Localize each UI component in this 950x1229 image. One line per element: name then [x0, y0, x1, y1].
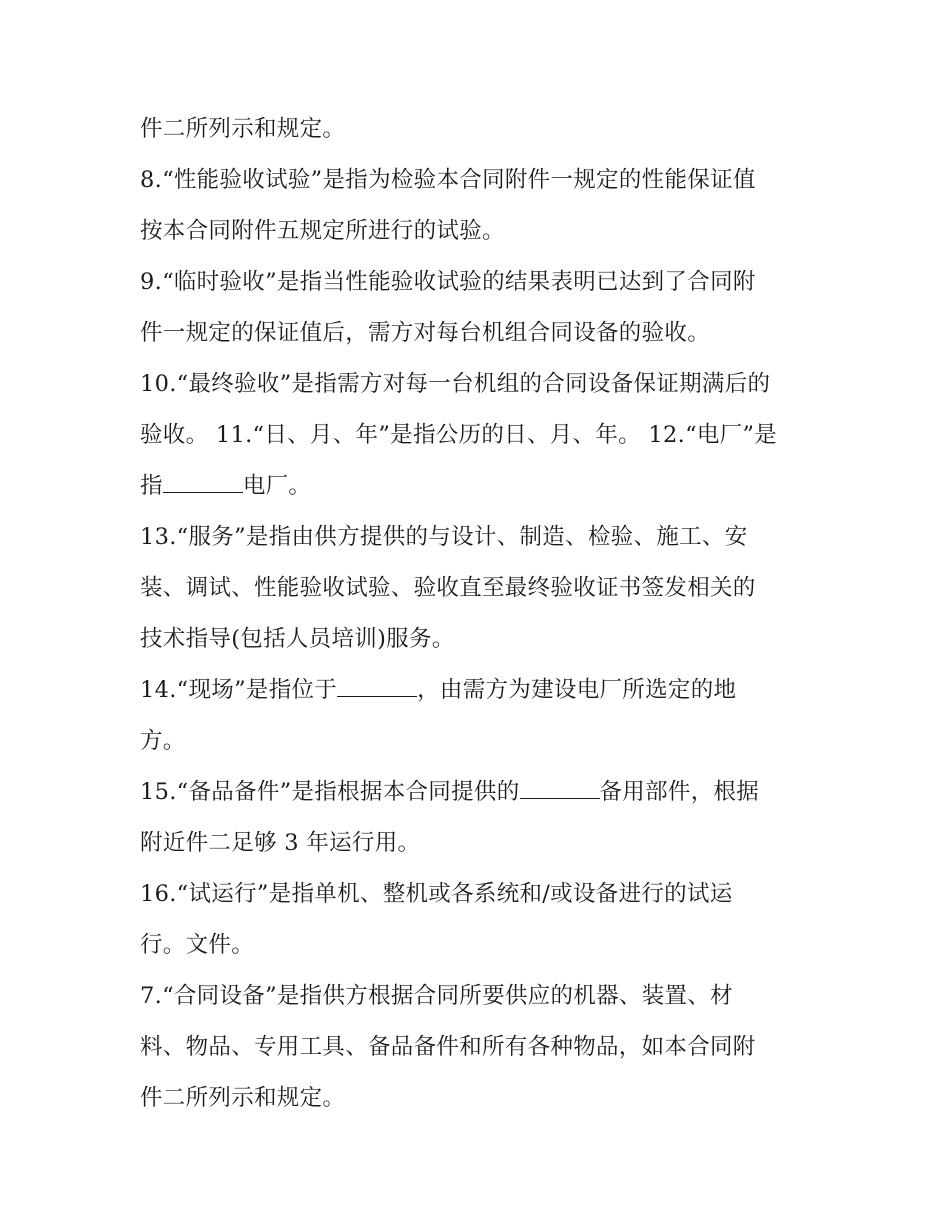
text-line: [140, 665, 820, 716]
text-line: 料、物品、专用工具、备品备件和所有各种物品，如本合同附: [140, 1034, 756, 1060]
text-line: 件二所列示和规定。: [140, 116, 346, 142]
text-segment: 备用部件，根据: [599, 779, 760, 805]
text-segment: 14.“现场”是指位于: [140, 677, 338, 703]
text-line: 件一规定的保证值后，需方对每台机组合同设备的验收。: [140, 320, 711, 346]
text-line: 方。: [140, 728, 186, 754]
text-line: 附近件二足够 3 年运行用。: [140, 830, 421, 856]
text-segment: 15.“备品备件”是指根据本合同提供的: [140, 779, 520, 805]
fill-in-blank: [163, 474, 243, 493]
text-line: 按本合同附件五规定所进行的试验。: [140, 218, 505, 244]
text-segment: ，由需方为建设电厂所选定的地: [417, 677, 737, 703]
text-line: 8.“性能验收试验”是指为检验本合同附件一规定的性能保证值: [140, 167, 756, 193]
text-line: 行。文件。: [140, 932, 255, 958]
fill-in-blank: [337, 678, 417, 697]
text-segment: 电厂。: [242, 473, 312, 499]
text-line: [140, 461, 820, 512]
text-line: 7.“合同设备”是指供方根据合同所要供应的机器、装置、材: [140, 983, 733, 1009]
fill-in-blank: [520, 780, 600, 799]
text-segment: 指: [140, 473, 163, 499]
text-line: 9.“临时验收”是指当性能验收试验的结果表明已达到了合同附: [140, 269, 756, 295]
text-line: 验收。 11.“日、月、年”是指公历的日、月、年。 12.“电厂”是: [140, 422, 778, 448]
text-line: 13.“服务”是指由供方提供的与设计、制造、检验、施工、安: [140, 524, 748, 550]
text-line: 件二所列示和规定。: [140, 1085, 346, 1111]
text-line: 装、调试、性能验收试验、验收直至最终验收证书签发相关的: [140, 575, 756, 601]
text-line: 技术指导(包括人员培训)服务。: [140, 626, 455, 652]
text-line: 16.“试运行”是指单机、整机或各系统和/或设备进行的试运: [140, 881, 733, 907]
text-line: 10.“最终验收”是指需方对每一台机组的合同设备保证期满后的: [140, 371, 771, 397]
document-body: [140, 104, 820, 1124]
text-line: [140, 767, 820, 818]
